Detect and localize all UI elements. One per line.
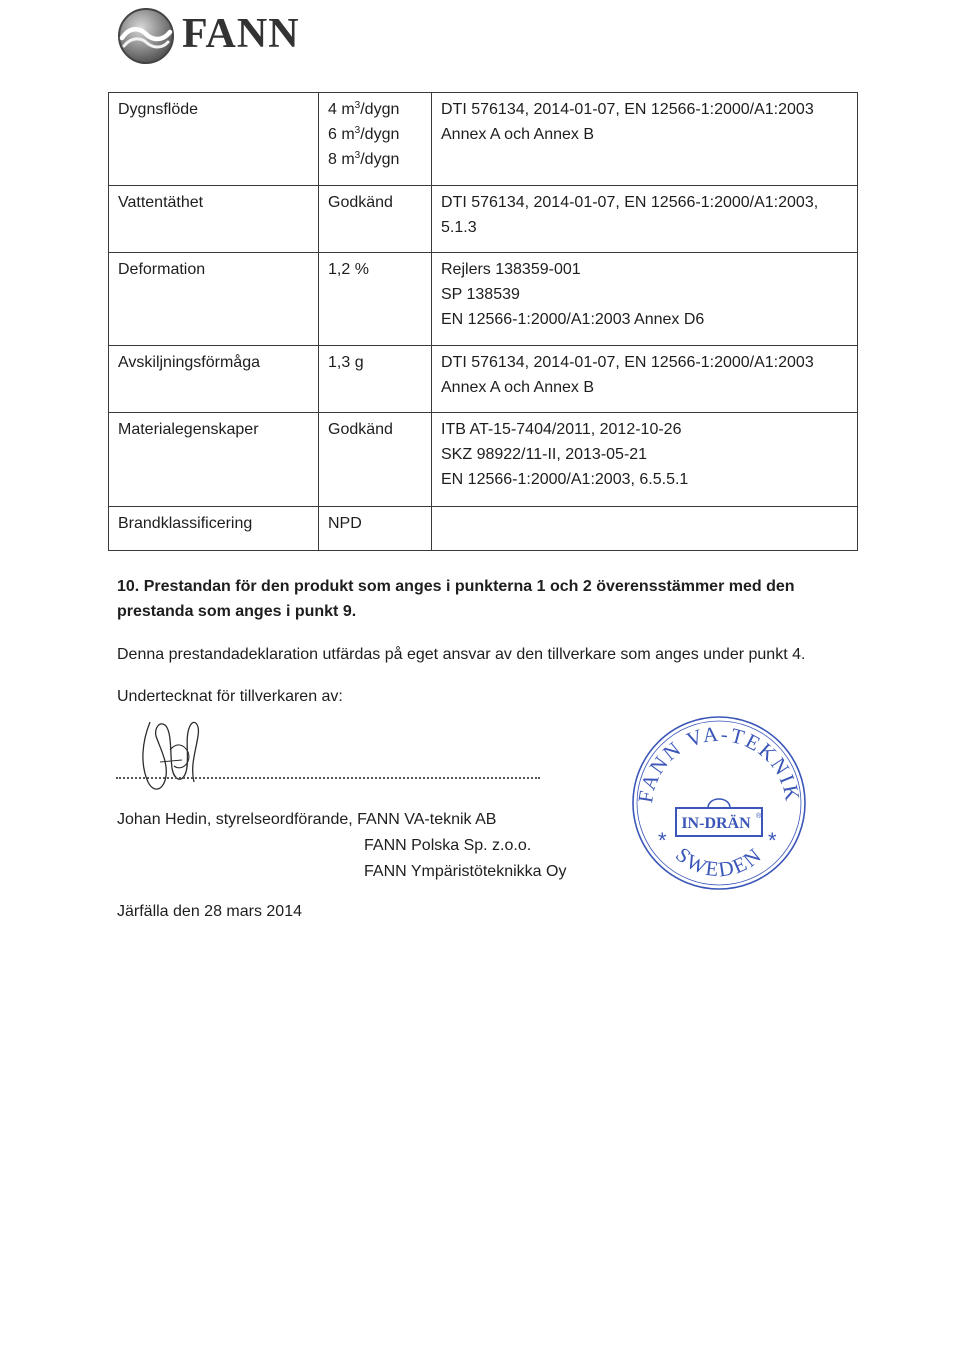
reference-cell — [432, 507, 858, 551]
reference-cell: DTI 576134, 2014-01-07, EN 12566-1:2000/A1:2003, 5.1.3 — [432, 186, 858, 253]
place-and-date: Järfälla den 28 mars 2014 — [117, 903, 302, 920]
signatory-name: Johan Hedin, styrelseordförande, FANN VA-teknik AB — [117, 811, 497, 828]
stamp-top-text: FANN VA-TEKNIK — [633, 721, 806, 805]
stamp-center-text: IN-DRÄN — [681, 815, 751, 832]
stamp-star-right-icon: * — [768, 828, 777, 853]
company-polska: FANN Polska Sp. z.o.o. — [364, 837, 532, 854]
value-cell: Godkänd — [319, 413, 432, 507]
value-cell: 1,3 g — [319, 346, 432, 413]
handwritten-signature — [120, 702, 230, 802]
reference-cell: DTI 576134, 2014-01-07, EN 12566-1:2000/A1:2003 Annex A och Annex B — [432, 93, 858, 186]
reference-cell: DTI 576134, 2014-01-07, EN 12566-1:2000/A1:2003 Annex A och Annex B — [432, 346, 858, 413]
signature-line — [116, 773, 540, 779]
value-cell: 4 $m^3$/dygn 6 $m^3$/dygn 8 $m^3$/dygn — [319, 93, 432, 186]
value-cell: NPD — [319, 507, 432, 551]
declaration-text: Denna prestandadeklaration utfärdas på eget ansvar av den tillverkare som anges under punkt 4. — [117, 646, 806, 663]
reference-cell: Rejlers 138359-001 SP 138539 EN 12566-1:2000/A1:2003 Annex D6 — [432, 253, 858, 346]
brand-name: FANN — [182, 11, 300, 57]
fann-wave-logo-icon — [116, 6, 176, 66]
section-10-line-2: prestanda som anges i punkt 9. — [117, 603, 357, 620]
table-row — [109, 186, 858, 253]
company-finland: FANN Ympäristöteknikka Oy — [364, 863, 567, 880]
table-row — [109, 93, 858, 186]
registered-mark: ® — [756, 813, 762, 820]
table-row — [109, 346, 858, 413]
table-row — [109, 507, 858, 551]
property-cell: Avskiljningsförmåga — [109, 346, 319, 413]
reference-cell: ITB AT-15-7404/2011, 2012-10-26 SKZ 98922/11-II, 2013-05-21 EN 12566-1:2000/A1:2003, 6.5.5.1 — [432, 413, 858, 507]
company-stamp — [628, 712, 810, 894]
property-cell: Vattentäthet — [109, 186, 319, 253]
stamp-bottom-text: SWEDEN — [671, 842, 767, 882]
stamp-star-left-icon: * — [658, 828, 667, 853]
value-cell: 1,2 % — [319, 253, 432, 346]
table-row — [109, 253, 858, 346]
property-cell: Dygnsflöde — [109, 93, 319, 186]
property-cell: Deformation — [109, 253, 319, 346]
property-cell: Materialegenskaper — [109, 413, 319, 507]
table-row — [109, 413, 858, 507]
properties-table — [108, 92, 858, 551]
signed-for-label: Undertecknat för tillverkaren av: — [117, 688, 343, 705]
section-10-line-1: 10. Prestandan för den produkt som anges i punkterna 1 och 2 överensstämmer med den — [117, 578, 795, 595]
value-cell: Godkänd — [319, 186, 432, 253]
property-cell: Brandklassificering — [109, 507, 319, 551]
fann-logo — [116, 6, 356, 66]
